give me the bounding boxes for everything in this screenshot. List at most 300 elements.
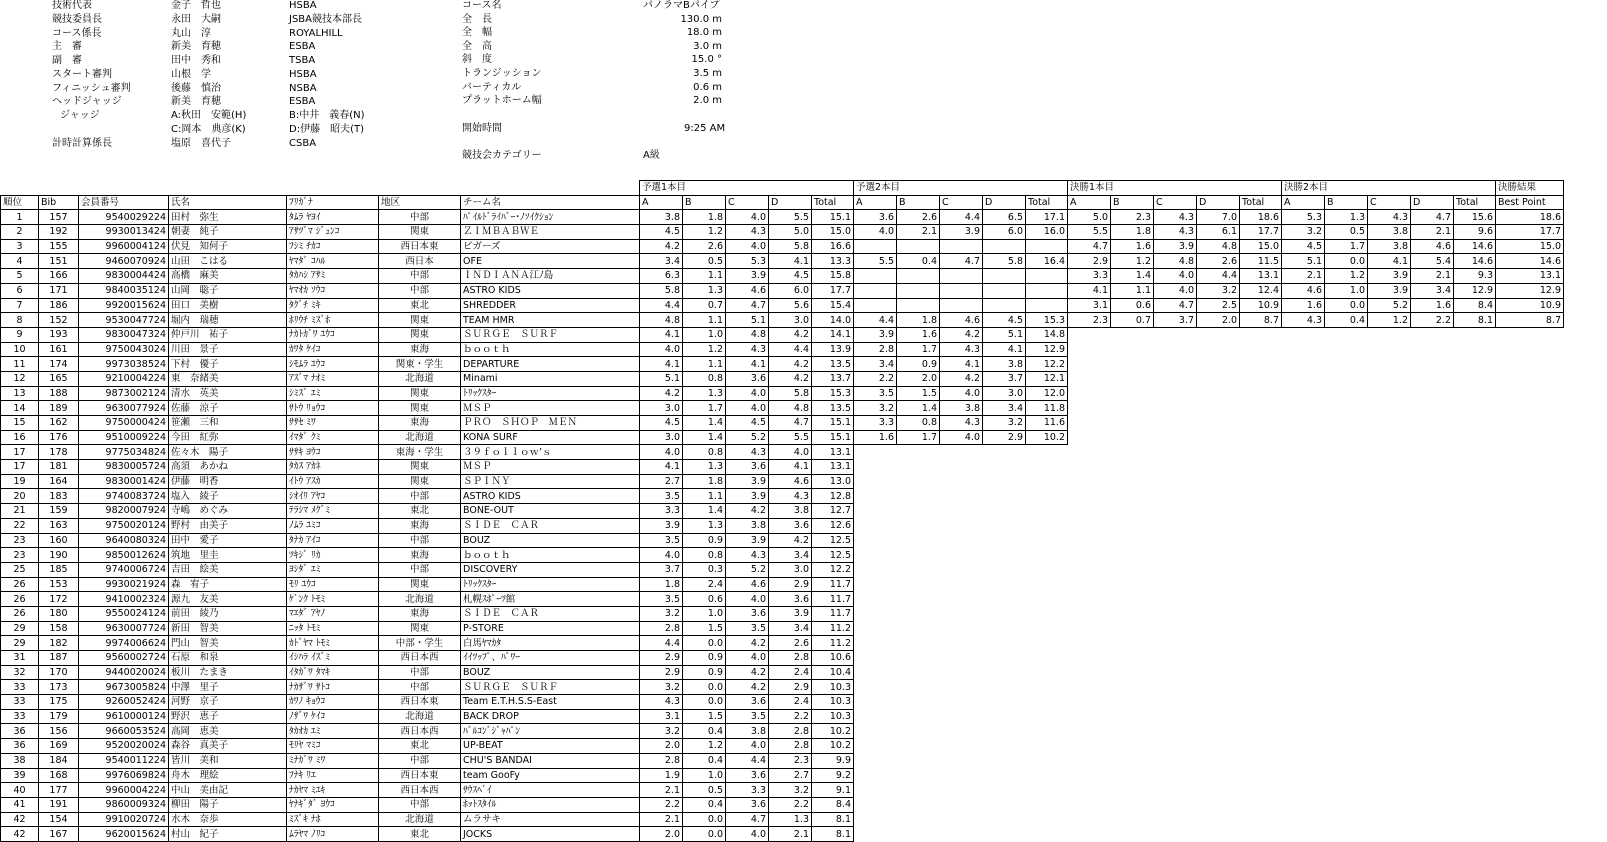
team-cell: ﾄﾘｯｸｽﾀｰ	[461, 577, 640, 592]
empty-cell	[940, 548, 983, 563]
score-cell: 3.8	[1368, 225, 1411, 240]
team-cell: ﾄﾘｯｸｽﾀｰ	[461, 386, 640, 401]
rank-cell: 26	[1, 592, 39, 607]
name-cell: 舟木 理絵	[169, 768, 287, 783]
score-cell: 1.3	[769, 812, 812, 827]
score-cell: 15.1	[812, 210, 854, 225]
score-cell	[897, 239, 940, 254]
empty-cell	[1325, 651, 1368, 666]
score-cell: 4.4	[769, 342, 812, 357]
score-cell: 3.9	[726, 489, 769, 504]
rank-cell: 17	[1, 445, 39, 460]
score-cell: 5.0	[769, 225, 812, 240]
score-cell: 4.3	[726, 548, 769, 563]
name-cell: 田口 美樹	[169, 298, 287, 313]
region-cell: 東海	[379, 416, 461, 431]
score-cell: 10.6	[812, 651, 854, 666]
empty-cell	[1325, 753, 1368, 768]
score-cell: 0.9	[683, 533, 726, 548]
empty-cell	[1282, 636, 1325, 651]
course-value: 3.0 m	[693, 40, 722, 52]
empty-cell	[1154, 445, 1197, 460]
empty-cell	[1240, 783, 1282, 798]
course-label: トランジッション	[462, 68, 542, 79]
score-cell: 2.0	[640, 739, 683, 754]
name-cell: 東 奈緒美	[169, 371, 287, 386]
score-cell: 3.4	[769, 621, 812, 636]
empty-cell	[1454, 753, 1496, 768]
score-cell	[983, 283, 1026, 298]
score-cell: 3.2	[640, 724, 683, 739]
rank-cell: 25	[1, 562, 39, 577]
score-cell: 0.6	[683, 592, 726, 607]
member-cell: 9260052424	[79, 695, 169, 710]
empty-cell	[1496, 665, 1564, 680]
team-cell: ｂｏｏｔｈ	[461, 342, 640, 357]
col-header-c: C	[940, 195, 983, 210]
score-cell: 3.9	[1368, 269, 1411, 284]
score-cell: 1.3	[1325, 210, 1368, 225]
empty-cell	[1068, 342, 1111, 357]
empty-cell	[1454, 445, 1496, 460]
empty-cell	[1496, 548, 1564, 563]
bib-cell: 161	[39, 342, 79, 357]
table-row	[1, 709, 1564, 724]
bib-cell: 178	[39, 445, 79, 460]
region-cell: 西日本東	[379, 239, 461, 254]
score-cell: 3.1	[640, 709, 683, 724]
empty-cell	[1197, 504, 1240, 519]
score-cell: 1.0	[683, 327, 726, 342]
score-cell: 3.0	[769, 313, 812, 328]
member-cell: 9540011224	[79, 753, 169, 768]
bib-cell: 176	[39, 430, 79, 445]
empty-cell	[1111, 724, 1154, 739]
bib-cell: 180	[39, 606, 79, 621]
score-cell: 4.7	[940, 254, 983, 269]
empty-cell	[1026, 592, 1068, 607]
empty-cell	[1197, 357, 1240, 372]
empty-cell	[1111, 533, 1154, 548]
official-name: 山根 学	[171, 68, 211, 80]
kana-cell: ﾌﾅｷ ﾘｴ	[287, 768, 379, 783]
score-cell: 4.4	[640, 298, 683, 313]
name-cell: 高須 あかね	[169, 460, 287, 475]
score-cell: 4.0	[769, 445, 812, 460]
table-row	[1, 313, 1564, 328]
empty-cell	[1197, 592, 1240, 607]
empty-cell	[1240, 371, 1282, 386]
empty-cell	[1325, 548, 1368, 563]
table-row	[1, 680, 1564, 695]
empty-cell	[983, 709, 1026, 724]
score-cell: 3.6	[726, 797, 769, 812]
team-cell: ｻｳｽﾍﾞｲ	[461, 783, 640, 798]
score-cell: 3.2	[640, 606, 683, 621]
empty-cell	[897, 827, 940, 842]
bib-cell: 174	[39, 357, 79, 372]
score-cell: 14.6	[1454, 254, 1496, 269]
table-row	[1, 592, 1564, 607]
empty-cell	[1325, 504, 1368, 519]
score-cell: 0.5	[683, 783, 726, 798]
empty-cell	[1454, 548, 1496, 563]
empty-cell	[1368, 548, 1411, 563]
score-cell: 0.0	[1325, 254, 1368, 269]
score-cell: 12.4	[1240, 283, 1282, 298]
region-cell: 中部	[379, 753, 461, 768]
region-cell: 北海道	[379, 430, 461, 445]
team-cell: ｲｲﾂｯﾌﾟ、ﾊﾟﾜｰ	[461, 651, 640, 666]
name-cell: 中澤 里子	[169, 680, 287, 695]
score-cell: 1.0	[683, 768, 726, 783]
team-cell: ３９ｆｏｌｌｏｗ’ｓ	[461, 445, 640, 460]
region-cell: 関東	[379, 225, 461, 240]
rank-cell: 21	[1, 504, 39, 519]
empty-cell	[1411, 518, 1454, 533]
empty-cell	[1454, 709, 1496, 724]
member-cell: 9860009324	[79, 797, 169, 812]
empty-cell	[1240, 636, 1282, 651]
empty-cell	[1282, 739, 1325, 754]
score-cell: 4.1	[1368, 254, 1411, 269]
score-cell: 4.6	[726, 283, 769, 298]
score-cell: 4.0	[1154, 283, 1197, 298]
score-cell: 3.2	[1282, 225, 1325, 240]
kana-cell: ﾂｷｼﾞ ﾘｶ	[287, 548, 379, 563]
score-cell: 4.2	[769, 371, 812, 386]
score-cell: 14.6	[1454, 239, 1496, 254]
score-cell: 3.5	[640, 489, 683, 504]
rank-cell: 38	[1, 753, 39, 768]
rank-cell: 13	[1, 386, 39, 401]
score-cell: 3.5	[726, 709, 769, 724]
score-cell: 2.2	[640, 797, 683, 812]
score-cell: 17.7	[1240, 225, 1282, 240]
empty-cell	[1197, 430, 1240, 445]
official-role: 競技委員長	[52, 13, 102, 25]
table-row	[1, 651, 1564, 666]
empty-cell	[1111, 636, 1154, 651]
col-header-region: 地区	[379, 195, 461, 210]
kana-cell: ﾐｽﾞｷ ﾅﾎ	[287, 812, 379, 827]
score-cell: 0.0	[683, 827, 726, 842]
empty-cell	[1411, 695, 1454, 710]
score-cell: 4.3	[1154, 225, 1197, 240]
bib-cell: 167	[39, 827, 79, 842]
kana-cell: ｲｼﾊﾗ ｲｽﾞﾐ	[287, 651, 379, 666]
score-cell: 15.1	[812, 416, 854, 431]
empty-cell	[854, 489, 897, 504]
empty-cell	[1068, 474, 1111, 489]
empty-cell	[1325, 665, 1368, 680]
score-cell: 4.8	[769, 401, 812, 416]
empty-cell	[1197, 827, 1240, 842]
empty-cell	[1282, 386, 1325, 401]
empty-cell	[1197, 709, 1240, 724]
empty-cell	[1197, 768, 1240, 783]
rank-cell: 20	[1, 489, 39, 504]
empty-cell	[1325, 460, 1368, 475]
score-cell: 4.1	[640, 327, 683, 342]
name-cell: 村山 紀子	[169, 827, 287, 842]
course-label: バーティカル	[462, 81, 522, 93]
empty-cell	[1154, 342, 1197, 357]
bib-cell: 186	[39, 298, 79, 313]
empty-cell	[1411, 371, 1454, 386]
rank-cell: 23	[1, 548, 39, 563]
member-cell: 9960004224	[79, 783, 169, 798]
score-cell: 2.2	[854, 371, 897, 386]
score-cell: 4.2	[940, 327, 983, 342]
name-cell: 寺嶋 めぐみ	[169, 504, 287, 519]
empty-cell	[1454, 636, 1496, 651]
empty-cell	[1240, 327, 1282, 342]
score-cell: 1.3	[683, 386, 726, 401]
empty-cell	[1411, 680, 1454, 695]
empty-cell	[1411, 357, 1454, 372]
rank-cell: 31	[1, 651, 39, 666]
empty-cell	[897, 577, 940, 592]
course-label: 全 長	[462, 13, 492, 25]
member-cell: 9440020024	[79, 665, 169, 680]
score-cell: 4.5	[640, 416, 683, 431]
empty-cell	[1496, 533, 1564, 548]
team-cell: ＺＩＭＢＡＢＷＥ	[461, 225, 640, 240]
empty-cell	[1240, 827, 1282, 842]
empty-cell	[1068, 621, 1111, 636]
empty-cell	[1111, 327, 1154, 342]
empty-cell	[1454, 518, 1496, 533]
empty-cell	[1454, 562, 1496, 577]
empty-cell	[897, 562, 940, 577]
score-cell: 3.3	[726, 783, 769, 798]
empty-cell	[1154, 797, 1197, 812]
empty-cell	[854, 445, 897, 460]
bib-cell: 192	[39, 225, 79, 240]
empty-cell	[1068, 518, 1111, 533]
name-cell: 吉田 絵美	[169, 562, 287, 577]
empty-cell	[1368, 753, 1411, 768]
empty-cell	[1240, 768, 1282, 783]
empty-cell	[1068, 724, 1111, 739]
official-name: 田中 秀和	[171, 55, 221, 66]
rank-cell: 36	[1, 739, 39, 754]
official-assoc: ESBA	[289, 41, 316, 53]
score-cell: 6.3	[640, 269, 683, 284]
name-cell: 今田 紅弥	[169, 430, 287, 445]
empty-cell	[1454, 768, 1496, 783]
empty-cell	[1154, 430, 1197, 445]
empty-cell	[1368, 577, 1411, 592]
empty-cell	[1026, 695, 1068, 710]
score-cell: 4.1	[769, 460, 812, 475]
kana-cell: ｹﾞﾝｸ ﾄﾓﾐ	[287, 592, 379, 607]
region-cell: 西日本東	[379, 695, 461, 710]
team-cell: ASTRO KIDS	[461, 283, 640, 298]
name-cell: 森 宥子	[169, 577, 287, 592]
empty-cell	[854, 562, 897, 577]
empty-cell	[854, 577, 897, 592]
score-cell: 3.4	[769, 548, 812, 563]
empty-cell	[854, 783, 897, 798]
empty-cell	[1325, 783, 1368, 798]
score-cell: 3.2	[983, 416, 1026, 431]
empty-cell	[1068, 548, 1111, 563]
official-assoc: B:中井 義春(N)	[289, 110, 365, 121]
empty-cell	[1368, 401, 1411, 416]
score-cell: 8.7	[1240, 313, 1282, 328]
score-cell: 13.3	[812, 254, 854, 269]
score-cell: 5.3	[726, 254, 769, 269]
team-cell: BOUZ	[461, 665, 640, 680]
rank-cell: 40	[1, 783, 39, 798]
empty-cell	[1411, 548, 1454, 563]
name-cell: 新田 智美	[169, 621, 287, 636]
score-cell: 2.2	[769, 797, 812, 812]
member-cell: 9210004224	[79, 371, 169, 386]
empty-cell	[1411, 474, 1454, 489]
empty-cell	[1068, 489, 1111, 504]
empty-cell	[897, 621, 940, 636]
course-label: コース名	[462, 0, 502, 11]
official-assoc: D:伊藤 昭夫(T)	[289, 123, 364, 135]
empty-cell	[1111, 518, 1154, 533]
empty-cell	[1368, 783, 1411, 798]
empty-cell	[1197, 783, 1240, 798]
empty-cell	[1282, 621, 1325, 636]
region-cell: 東海・学生	[379, 445, 461, 460]
score-cell: 0.9	[683, 651, 726, 666]
kana-cell: ｻﾄｳ ﾘｮｳｺ	[287, 401, 379, 416]
score-cell: 4.0	[726, 827, 769, 842]
empty-cell	[854, 695, 897, 710]
empty-cell	[1325, 357, 1368, 372]
empty-cell	[940, 651, 983, 666]
empty-cell	[983, 724, 1026, 739]
empty-cell	[854, 460, 897, 475]
empty-cell	[1411, 665, 1454, 680]
kana-cell: ｶﾄﾞﾔﾏ ﾄﾓﾐ	[287, 636, 379, 651]
score-cell: 3.7	[640, 562, 683, 577]
kana-cell: ｼﾓﾑﾗ ﾕｳｺ	[287, 357, 379, 372]
score-cell: 0.7	[683, 298, 726, 313]
bib-cell: 193	[39, 327, 79, 342]
team-cell: Minami	[461, 371, 640, 386]
official-assoc: JSBA競技本部長	[289, 13, 362, 25]
empty-cell	[1197, 401, 1240, 416]
empty-cell	[1068, 533, 1111, 548]
bib-cell: 189	[39, 401, 79, 416]
name-cell: 田中 愛子	[169, 533, 287, 548]
empty-cell	[1026, 827, 1068, 842]
empty-cell	[1240, 401, 1282, 416]
official-assoc: TSBA	[289, 55, 316, 66]
score-cell: 15.4	[812, 298, 854, 313]
score-cell: 4.2	[640, 239, 683, 254]
kana-cell: ﾀｸﾞﾁ ﾐｷ	[287, 298, 379, 313]
empty-cell	[1496, 460, 1564, 475]
empty-cell	[983, 533, 1026, 548]
region-cell: 東海	[379, 342, 461, 357]
score-cell: 14.1	[812, 327, 854, 342]
empty-cell	[1111, 489, 1154, 504]
table-row	[1, 254, 1564, 269]
empty-cell	[1111, 342, 1154, 357]
empty-cell	[1496, 489, 1564, 504]
kana-cell: ﾌｼﾐ ﾁｶｺ	[287, 239, 379, 254]
score-cell: 11.6	[1026, 416, 1068, 431]
region-cell: 中部	[379, 269, 461, 284]
member-cell: 9920015624	[79, 298, 169, 313]
score-cell: 5.5	[769, 430, 812, 445]
rank-cell: 11	[1, 357, 39, 372]
score-cell: 0.0	[683, 636, 726, 651]
bib-cell: 177	[39, 783, 79, 798]
category-label: 競技会カテゴリー	[462, 150, 542, 161]
empty-cell	[1240, 562, 1282, 577]
empty-cell	[1325, 371, 1368, 386]
empty-cell	[897, 592, 940, 607]
team-cell: DEPARTURE	[461, 357, 640, 372]
empty-cell	[1282, 327, 1325, 342]
score-cell	[897, 283, 940, 298]
empty-cell	[1368, 592, 1411, 607]
empty-cell	[1282, 651, 1325, 666]
empty-cell	[983, 636, 1026, 651]
empty-cell	[1197, 460, 1240, 475]
kana-cell: ｼｵｲﾘ ｱﾔｺ	[287, 489, 379, 504]
empty-cell	[1368, 680, 1411, 695]
empty-cell	[1154, 621, 1197, 636]
score-cell: 4.0	[726, 651, 769, 666]
score-cell: 4.3	[1154, 210, 1197, 225]
name-cell: 清水 英美	[169, 386, 287, 401]
score-cell: 1.2	[1111, 254, 1154, 269]
region-cell: 中部・学生	[379, 636, 461, 651]
score-cell: 1.1	[1111, 283, 1154, 298]
score-cell: 1.3	[683, 518, 726, 533]
score-cell: 3.8	[983, 357, 1026, 372]
rank-cell: 26	[1, 577, 39, 592]
empty-cell	[1368, 327, 1411, 342]
empty-cell	[1240, 489, 1282, 504]
table-row	[1, 812, 1564, 827]
name-cell: 下村 優子	[169, 357, 287, 372]
empty-cell	[1068, 327, 1111, 342]
score-cell: 1.1	[683, 313, 726, 328]
empty-cell	[1325, 533, 1368, 548]
empty-cell	[983, 665, 1026, 680]
empty-cell	[1111, 783, 1154, 798]
score-cell: 2.1	[1411, 225, 1454, 240]
score-cell: 4.5	[983, 313, 1026, 328]
score-cell: 13.7	[812, 371, 854, 386]
empty-cell	[1368, 533, 1411, 548]
empty-cell	[1111, 460, 1154, 475]
empty-cell	[1240, 797, 1282, 812]
empty-cell	[1068, 651, 1111, 666]
column-header-row	[1, 195, 1564, 210]
score-cell: 2.9	[769, 577, 812, 592]
empty-cell	[1068, 827, 1111, 842]
empty-cell	[1197, 665, 1240, 680]
score-cell: 0.9	[897, 357, 940, 372]
kana-cell: ｼﾐｽﾞ ｴﾐ	[287, 386, 379, 401]
empty-cell	[1454, 357, 1496, 372]
empty-cell	[1282, 342, 1325, 357]
empty-cell	[1496, 739, 1564, 754]
